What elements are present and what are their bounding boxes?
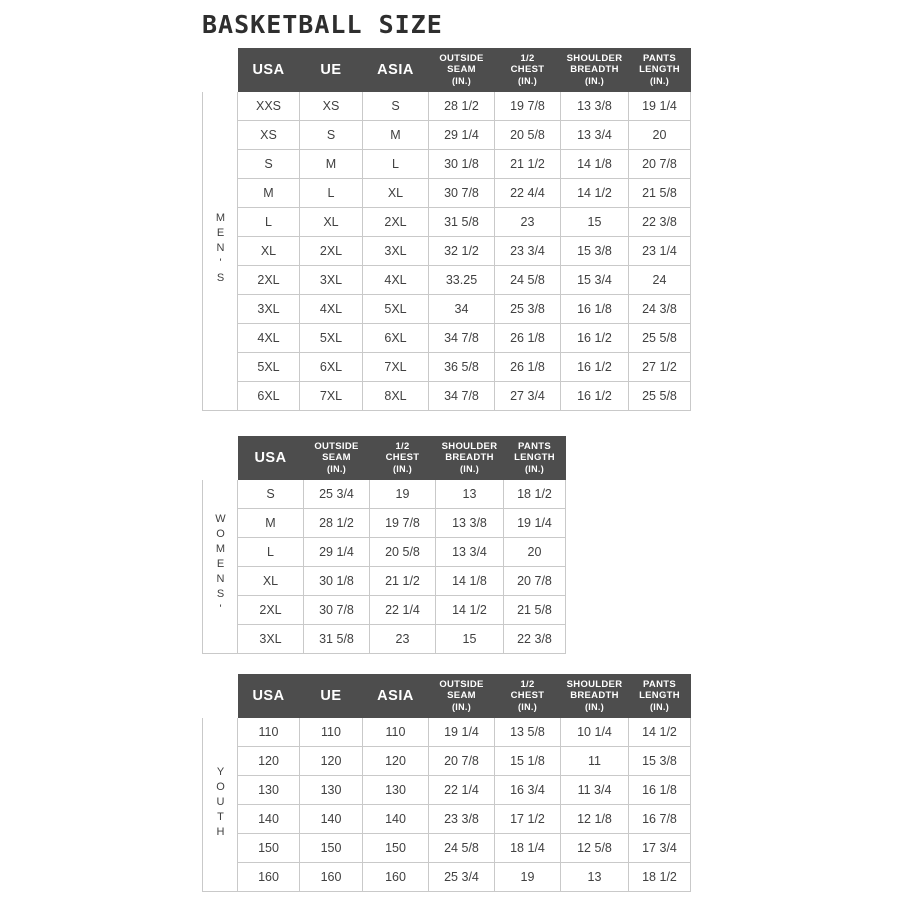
table-cell: XL — [300, 208, 363, 237]
table-cell: 16 7/8 — [629, 805, 691, 834]
table-row — [203, 718, 691, 747]
table-cell: 14 1/2 — [561, 179, 629, 208]
table-row — [203, 747, 691, 776]
table-cell: 5XL — [300, 324, 363, 353]
table-cell: S — [238, 150, 300, 179]
youth-size-table — [202, 674, 691, 892]
row-group-label-text: YOUTH — [214, 765, 227, 841]
column-header — [304, 437, 370, 480]
table-cell: 21 5/8 — [504, 596, 566, 625]
row-group-label — [203, 92, 238, 411]
table-row — [203, 266, 691, 295]
table-cell: 18 1/4 — [495, 834, 561, 863]
table-cell: L — [238, 538, 304, 567]
table-cell: 24 — [629, 266, 691, 295]
table-cell: 20 7/8 — [429, 747, 495, 776]
column-header-unit: (IN.) — [327, 463, 346, 474]
table-row — [203, 538, 566, 567]
table-cell: 19 1/4 — [504, 509, 566, 538]
column-header — [504, 437, 566, 480]
table-corner-cell — [203, 437, 238, 480]
table-cell: 150 — [363, 834, 429, 863]
table-cell: S — [238, 480, 304, 509]
column-header-unit: (IN.) — [452, 701, 471, 712]
table-row — [203, 324, 691, 353]
table-cell: XL — [363, 179, 429, 208]
table-cell: 25 5/8 — [629, 382, 691, 411]
table-cell: M — [363, 121, 429, 150]
table-cell: 19 — [370, 480, 436, 509]
table-cell: 23 1/4 — [629, 237, 691, 266]
table-cell: 3XL — [238, 295, 300, 324]
column-header-label: UE — [320, 687, 342, 704]
table-cell: 21 5/8 — [629, 179, 691, 208]
column-header-label: PANTS LENGTH — [514, 440, 555, 463]
table-cell: 33.25 — [429, 266, 495, 295]
table-cell: 150 — [238, 834, 300, 863]
table-cell: 4XL — [238, 324, 300, 353]
table-cell: 29 1/4 — [304, 538, 370, 567]
table-cell: 26 1/8 — [495, 324, 561, 353]
table-row — [203, 353, 691, 382]
table-cell: 19 7/8 — [495, 92, 561, 121]
youth-size-table-wrapper — [202, 674, 691, 892]
table-row — [203, 625, 566, 654]
table-cell: 13 — [436, 480, 504, 509]
table-cell: 27 1/2 — [629, 353, 691, 382]
column-header-label: USA — [252, 61, 285, 78]
table-cell: 120 — [363, 747, 429, 776]
table-cell: 6XL — [238, 382, 300, 411]
column-header — [300, 675, 363, 718]
table-row — [203, 863, 691, 892]
table-cell: 34 7/8 — [429, 382, 495, 411]
table-cell: 2XL — [238, 266, 300, 295]
table-cell: 130 — [300, 776, 363, 805]
table-cell: 20 5/8 — [370, 538, 436, 567]
column-header-label: PANTS LENGTH — [639, 52, 680, 75]
table-cell: 23 3/8 — [429, 805, 495, 834]
table-cell: 15 3/8 — [561, 237, 629, 266]
column-header — [238, 675, 300, 718]
table-row — [203, 179, 691, 208]
column-header-unit: (IN.) — [393, 463, 412, 474]
table-cell: 15 — [436, 625, 504, 654]
column-header-unit: (IN.) — [460, 463, 479, 474]
table-cell: 7XL — [300, 382, 363, 411]
table-cell: 13 3/8 — [561, 92, 629, 121]
womens-size-table — [202, 436, 566, 654]
table-row — [203, 834, 691, 863]
table-cell: 30 7/8 — [429, 179, 495, 208]
column-header — [561, 675, 629, 718]
table-cell: L — [363, 150, 429, 179]
table-cell: 110 — [238, 718, 300, 747]
table-cell: S — [363, 92, 429, 121]
table-cell: 23 — [495, 208, 561, 237]
column-header — [495, 49, 561, 92]
table-cell: 14 1/2 — [436, 596, 504, 625]
table-cell: 3XL — [238, 625, 304, 654]
table-cell: 23 — [370, 625, 436, 654]
row-group-label-text: MEN'S — [214, 212, 227, 287]
table-cell: 2XL — [300, 237, 363, 266]
table-cell: S — [300, 121, 363, 150]
table-cell: 12 5/8 — [561, 834, 629, 863]
table-cell: L — [300, 179, 363, 208]
table-cell: 130 — [238, 776, 300, 805]
table-cell: 3XL — [300, 266, 363, 295]
table-cell: 32 1/2 — [429, 237, 495, 266]
table-cell: 22 4/4 — [495, 179, 561, 208]
table-cell: 13 3/8 — [436, 509, 504, 538]
table-cell: XS — [238, 121, 300, 150]
column-header — [629, 49, 691, 92]
table-cell: 14 1/8 — [561, 150, 629, 179]
table-row — [203, 121, 691, 150]
table-cell: 15 3/8 — [629, 747, 691, 776]
table-cell: 20 — [504, 538, 566, 567]
table-cell: 21 1/2 — [495, 150, 561, 179]
column-header-unit: (IN.) — [585, 701, 604, 712]
table-row — [203, 295, 691, 324]
table-row — [203, 509, 566, 538]
table-cell: 6XL — [300, 353, 363, 382]
table-cell: 15 — [561, 208, 629, 237]
table-cell: L — [238, 208, 300, 237]
table-cell: 36 5/8 — [429, 353, 495, 382]
column-header — [238, 437, 304, 480]
table-cell: 140 — [363, 805, 429, 834]
table-corner-cell — [203, 49, 238, 92]
table-cell: XS — [300, 92, 363, 121]
table-cell: 140 — [300, 805, 363, 834]
table-cell: 20 — [629, 121, 691, 150]
table-cell: 3XL — [363, 237, 429, 266]
column-header — [436, 437, 504, 480]
column-header-label: UE — [320, 61, 342, 78]
table-cell: 18 1/2 — [629, 863, 691, 892]
page-title: BASKETBALL SIZE — [202, 10, 443, 39]
table-cell: 12 1/8 — [561, 805, 629, 834]
table-cell: 27 3/4 — [495, 382, 561, 411]
table-cell: 25 3/8 — [495, 295, 561, 324]
column-header — [561, 49, 629, 92]
table-cell: 13 5/8 — [495, 718, 561, 747]
table-cell: 14 1/2 — [629, 718, 691, 747]
column-header-label: PANTS LENGTH — [639, 678, 680, 701]
table-cell: 4XL — [363, 266, 429, 295]
table-cell: 19 1/4 — [429, 718, 495, 747]
column-header-label: OUTSIDE SEAM — [314, 440, 359, 463]
table-cell: 25 3/4 — [429, 863, 495, 892]
table-cell: 14 1/8 — [436, 567, 504, 596]
table-cell: 8XL — [363, 382, 429, 411]
table-cell: XXS — [238, 92, 300, 121]
table-cell: 24 3/8 — [629, 295, 691, 324]
table-row — [203, 776, 691, 805]
table-cell: 13 — [561, 863, 629, 892]
table-cell: 19 — [495, 863, 561, 892]
column-header — [495, 675, 561, 718]
table-cell: 140 — [238, 805, 300, 834]
column-header — [238, 49, 300, 92]
row-group-label — [203, 480, 238, 654]
table-cell: 5XL — [238, 353, 300, 382]
table-cell: 16 1/8 — [561, 295, 629, 324]
table-cell: 2XL — [238, 596, 304, 625]
table-row — [203, 805, 691, 834]
mens-size-table-wrapper — [202, 48, 691, 411]
table-cell: 17 1/2 — [495, 805, 561, 834]
table-cell: 16 1/8 — [629, 776, 691, 805]
womens-size-table-wrapper — [202, 436, 566, 654]
table-cell: 20 5/8 — [495, 121, 561, 150]
table-cell: 16 1/2 — [561, 382, 629, 411]
table-row — [203, 208, 691, 237]
table-cell: 34 7/8 — [429, 324, 495, 353]
table-cell: 4XL — [300, 295, 363, 324]
table-cell: 13 3/4 — [436, 538, 504, 567]
column-header-unit: (IN.) — [518, 701, 537, 712]
table-cell: 28 1/2 — [304, 509, 370, 538]
column-header — [370, 437, 436, 480]
table-cell: 5XL — [363, 295, 429, 324]
table-cell: 110 — [300, 718, 363, 747]
column-header — [300, 49, 363, 92]
table-cell: 11 3/4 — [561, 776, 629, 805]
table-cell: 20 7/8 — [504, 567, 566, 596]
table-cell: 19 1/4 — [629, 92, 691, 121]
table-cell: 13 3/4 — [561, 121, 629, 150]
table-row — [203, 480, 566, 509]
column-header-label: 1/2 CHEST — [510, 52, 545, 75]
table-cell: 22 1/4 — [370, 596, 436, 625]
table-row — [203, 567, 566, 596]
column-header — [363, 49, 429, 92]
row-group-label-text: WOMENS' — [214, 512, 227, 618]
table-cell: 18 1/2 — [504, 480, 566, 509]
table-cell: 22 3/8 — [629, 208, 691, 237]
table-cell: 24 5/8 — [495, 266, 561, 295]
table-cell: XL — [238, 237, 300, 266]
table-cell: 20 7/8 — [629, 150, 691, 179]
table-cell: 25 3/4 — [304, 480, 370, 509]
table-cell: 29 1/4 — [429, 121, 495, 150]
table-cell: 6XL — [363, 324, 429, 353]
column-header-label: USA — [252, 687, 285, 704]
column-header-unit: (IN.) — [650, 75, 669, 86]
table-cell: M — [238, 509, 304, 538]
table-cell: 21 1/2 — [370, 567, 436, 596]
table-cell: 17 3/4 — [629, 834, 691, 863]
table-cell: 34 — [429, 295, 495, 324]
column-header-label: OUTSIDE SEAM — [439, 678, 484, 701]
table-cell: 7XL — [363, 353, 429, 382]
column-header — [429, 675, 495, 718]
table-cell: 16 1/2 — [561, 324, 629, 353]
column-header-unit: (IN.) — [518, 75, 537, 86]
column-header-label: OUTSIDE SEAM — [439, 52, 484, 75]
table-cell: 160 — [363, 863, 429, 892]
table-cell: M — [238, 179, 300, 208]
table-cell: 2XL — [363, 208, 429, 237]
table-cell: XL — [238, 567, 304, 596]
column-header-label: SHOULDER BREADTH — [566, 52, 623, 75]
table-row — [203, 150, 691, 179]
column-header-label: 1/2 CHEST — [510, 678, 545, 701]
column-header — [363, 675, 429, 718]
column-header-label: SHOULDER BREADTH — [441, 440, 498, 463]
table-cell: 28 1/2 — [429, 92, 495, 121]
table-row — [203, 237, 691, 266]
column-header-unit: (IN.) — [525, 463, 544, 474]
table-cell: 30 1/8 — [429, 150, 495, 179]
column-header-unit: (IN.) — [650, 701, 669, 712]
table-cell: 26 1/8 — [495, 353, 561, 382]
table-cell: 160 — [300, 863, 363, 892]
table-cell: 30 1/8 — [304, 567, 370, 596]
table-cell: 25 5/8 — [629, 324, 691, 353]
column-header-unit: (IN.) — [585, 75, 604, 86]
table-cell: 150 — [300, 834, 363, 863]
table-cell: 130 — [363, 776, 429, 805]
mens-size-table — [202, 48, 691, 411]
column-header-label: ASIA — [377, 687, 414, 704]
table-cell: 15 1/8 — [495, 747, 561, 776]
table-cell: 22 3/8 — [504, 625, 566, 654]
table-cell: 30 7/8 — [304, 596, 370, 625]
table-cell: 120 — [238, 747, 300, 776]
column-header — [629, 675, 691, 718]
table-cell: 11 — [561, 747, 629, 776]
table-cell: 160 — [238, 863, 300, 892]
table-cell: M — [300, 150, 363, 179]
column-header-label: SHOULDER BREADTH — [566, 678, 623, 701]
table-cell: 10 1/4 — [561, 718, 629, 747]
table-corner-cell — [203, 675, 238, 718]
column-header-label: USA — [254, 449, 287, 466]
table-cell: 31 5/8 — [429, 208, 495, 237]
table-cell: 24 5/8 — [429, 834, 495, 863]
table-cell: 120 — [300, 747, 363, 776]
table-cell: 15 3/4 — [561, 266, 629, 295]
column-header-label: ASIA — [377, 61, 414, 78]
table-row — [203, 596, 566, 625]
table-cell: 16 3/4 — [495, 776, 561, 805]
table-cell: 110 — [363, 718, 429, 747]
column-header-unit: (IN.) — [452, 75, 471, 86]
row-group-label — [203, 718, 238, 892]
column-header-label: 1/2 CHEST — [385, 440, 420, 463]
table-cell: 16 1/2 — [561, 353, 629, 382]
column-header — [429, 49, 495, 92]
table-row — [203, 382, 691, 411]
table-cell: 23 3/4 — [495, 237, 561, 266]
table-cell: 31 5/8 — [304, 625, 370, 654]
table-cell: 19 7/8 — [370, 509, 436, 538]
table-cell: 22 1/4 — [429, 776, 495, 805]
table-row — [203, 92, 691, 121]
